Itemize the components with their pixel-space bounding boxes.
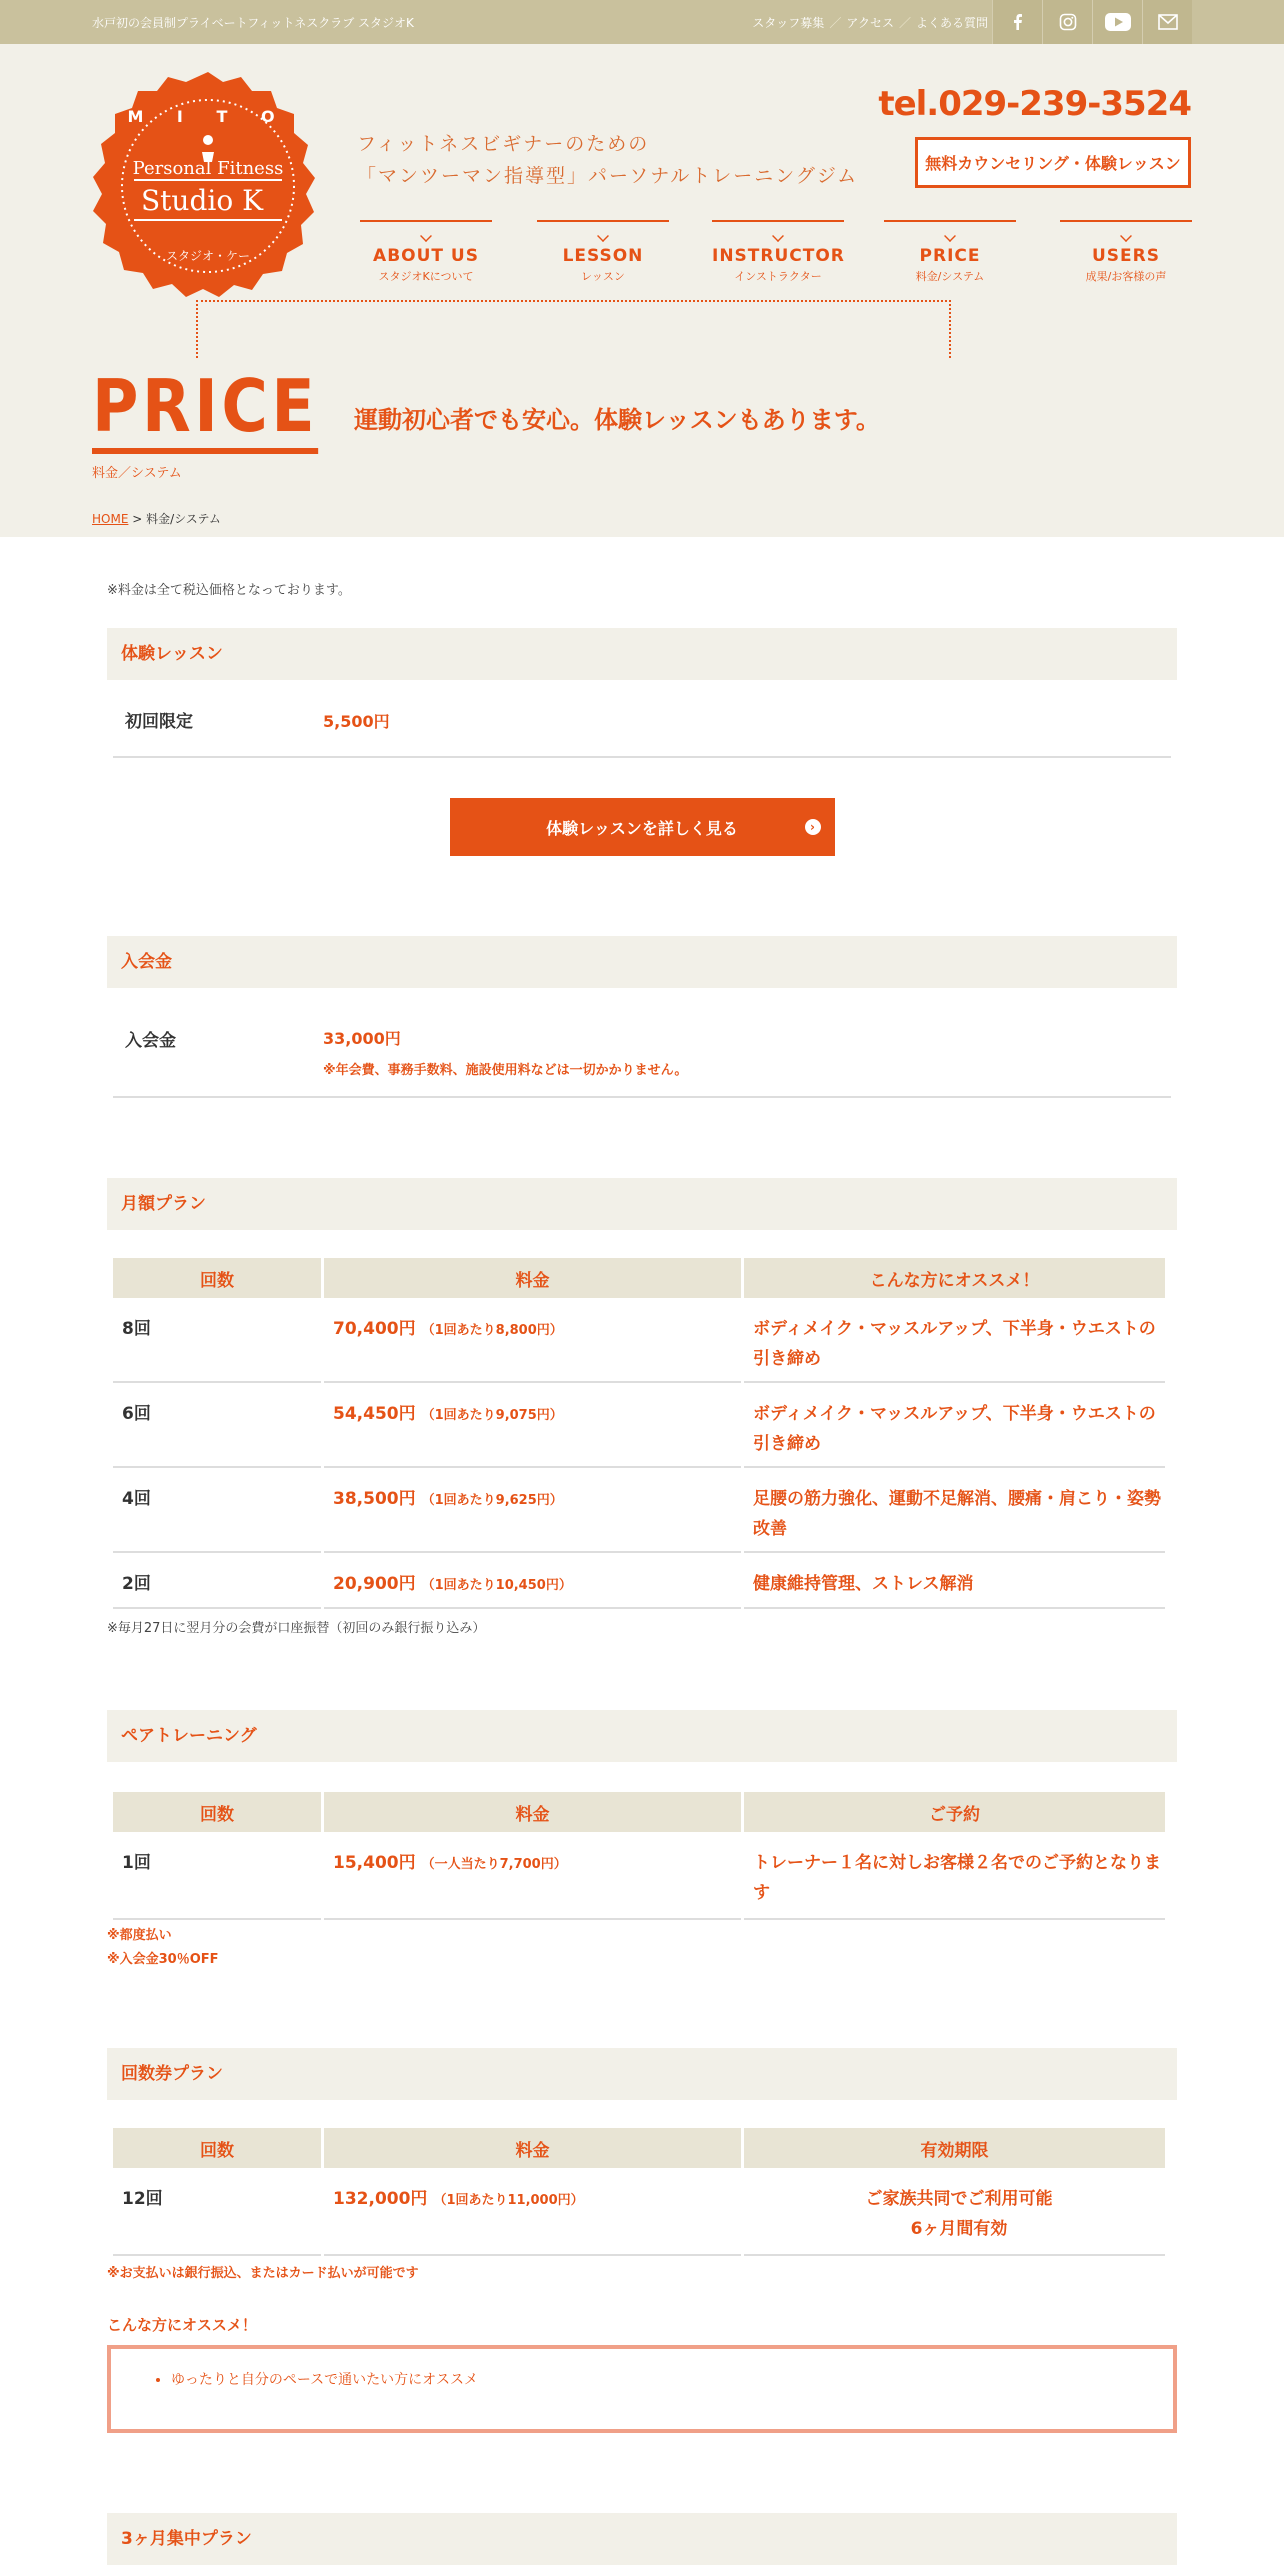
- plan-price-cell: [324, 1298, 741, 1383]
- column-header: 回数: [113, 1792, 321, 1832]
- chevron-down-icon: [420, 230, 432, 242]
- admission-price: 33,000円: [323, 1029, 401, 1048]
- table-row: [113, 2168, 1165, 2256]
- nav-instructor-jp: インストラクター: [734, 270, 822, 283]
- column-header: 料金: [324, 2128, 741, 2168]
- recommend-box: [107, 2345, 1177, 2433]
- plan-price-cell: [324, 1832, 741, 1920]
- trial-detail-button-label: 体験レッスンを詳しく見る: [546, 818, 738, 838]
- page-lead: 運動初心者でも安心。体験レッスンもあります。: [354, 406, 880, 434]
- plan-recommendation: 健康維持管理、ストレス解消: [744, 1553, 1165, 1609]
- table-row: [113, 1468, 1165, 1553]
- breadcrumb-current: 料金/システム: [146, 512, 221, 526]
- top-link-access[interactable]: アクセス: [846, 16, 894, 30]
- plan-count: 1回: [113, 1832, 321, 1920]
- ticket-plan-table: [110, 2128, 1168, 2256]
- plan-price-cell: [324, 2168, 741, 2256]
- plan-price: 20,900円: [333, 1574, 416, 1594]
- plan-reservation: トレーナー１名に対しお客様２名でのご予約となります: [744, 1832, 1165, 1920]
- header-catchcopy: [357, 128, 858, 192]
- breadcrumb-home[interactable]: HOME: [92, 512, 129, 526]
- chevron-down-icon: [772, 230, 784, 242]
- tax-note: ※料金は全て税込価格となっております。: [107, 583, 351, 598]
- catchcopy-line1: フィットネスビギナーのための: [357, 133, 650, 155]
- section-heading-ticket: 回数券プラン: [107, 2048, 1177, 2100]
- column-header: ご予約: [744, 1792, 1165, 1832]
- table-row: [113, 1298, 1165, 1383]
- validity-line2: 6ヶ月間有効: [910, 2219, 1008, 2239]
- plan-price: 132,000円: [333, 2189, 428, 2209]
- plan-price-cell: [324, 1468, 741, 1553]
- catchcopy-line2: 「マンツーマン指導型」パーソナルトレーニングジム: [357, 165, 859, 187]
- nav-price[interactable]: [884, 220, 1016, 284]
- plan-count: 6回: [113, 1383, 321, 1468]
- column-header: 回数: [113, 1258, 321, 1298]
- nav-users-en: USERS: [1092, 246, 1160, 266]
- top-link-recruit[interactable]: スタッフ募集: [752, 16, 825, 30]
- plan-price-cell: [324, 1553, 741, 1609]
- admission-row: [113, 1026, 1171, 1098]
- trial-price: 5,500円: [323, 712, 390, 731]
- main-content: [107, 537, 1177, 2565]
- section-heading-trial: 体験レッスン: [107, 628, 1177, 680]
- youtube-icon[interactable]: [1092, 0, 1142, 44]
- trial-label: 初回限定: [125, 712, 193, 732]
- top-link-faq[interactable]: よくある質問: [915, 16, 988, 30]
- nav-about-us[interactable]: [360, 220, 492, 284]
- plan-per-lesson: （1回あたり11,000円）: [433, 2193, 584, 2208]
- admission-note: ※年会費、事務手数料、施設使用料などは一切かかりません。: [323, 1063, 688, 1078]
- logo-arc: M I T O: [127, 107, 289, 126]
- plan-per-person: （一人当たり7,700円）: [421, 1857, 567, 1872]
- table-row: [113, 1383, 1165, 1468]
- phone-number[interactable]: tel.029-239-3524: [878, 84, 1191, 124]
- plan-validity: [744, 2168, 1165, 2256]
- plan-price: 15,400円: [333, 1853, 416, 1873]
- nav-instructor-en: INSTRUCTOR: [712, 246, 845, 266]
- table-row: [113, 1553, 1165, 1609]
- studio-k-logo[interactable]: [90, 70, 326, 306]
- pair-training-table: [110, 1792, 1168, 1920]
- section-heading-monthly: 月額プラン: [107, 1178, 1177, 1230]
- plan-price: 70,400円: [333, 1319, 416, 1339]
- column-header: 回数: [113, 2128, 321, 2168]
- top-links: スタッフ募集 ／ アクセス ／ よくある質問: [752, 16, 988, 30]
- nav-lesson[interactable]: [537, 220, 669, 284]
- free-counseling-button[interactable]: 無料カウンセリング・体験レッスン: [915, 137, 1191, 188]
- plan-per-lesson: （1回あたり10,450円）: [421, 1578, 572, 1593]
- section-heading-intensive: 3ヶ月集中プラン: [107, 2513, 1177, 2565]
- column-header: 有効期限: [744, 2128, 1165, 2168]
- site-tagline: 水戸初の会員制プライベートフィットネスクラブ スタジオK: [92, 16, 414, 30]
- nav-price-en: PRICE: [919, 246, 981, 266]
- plan-count: 2回: [113, 1553, 321, 1609]
- column-header: 料金: [324, 1792, 741, 1832]
- plan-price: 38,500円: [333, 1489, 416, 1509]
- plan-per-lesson: （1回あたり9,625円）: [421, 1493, 563, 1508]
- section-heading-admission: 入会金: [107, 936, 1177, 988]
- column-header: 料金: [324, 1258, 741, 1298]
- plan-per-lesson: （1回あたり8,800円）: [421, 1323, 563, 1338]
- breadcrumb-sep: >: [128, 512, 147, 526]
- logo-line2: Studio K: [140, 184, 264, 217]
- admission-label: 入会金: [125, 1031, 176, 1051]
- plan-price: 54,450円: [333, 1404, 416, 1424]
- pair-note-payment: ※都度払い: [107, 1928, 172, 1943]
- nav-indicator-line: [196, 300, 951, 358]
- table-row: [113, 1832, 1165, 1920]
- recommend-item: • ゆったりと自分のペースで通いたい方にオススメ: [171, 2369, 1113, 2389]
- plan-recommendation: 足腰の筋力強化、運動不足解消、腰痛・肩こり・姿勢改善: [744, 1468, 1165, 1553]
- trial-button-wrap: [107, 798, 1177, 856]
- page-subtitle: 料金／システム: [92, 466, 182, 481]
- social-links: [992, 0, 1192, 44]
- plan-count: 4回: [113, 1468, 321, 1553]
- nav-about-us-en: ABOUT US: [373, 246, 479, 266]
- logo-line1: Personal Fitness: [132, 158, 284, 179]
- trial-detail-button[interactable]: [450, 798, 835, 856]
- nav-users-jp: 成果/お客様の声: [1085, 270, 1167, 283]
- page-title: PRICE: [92, 366, 318, 454]
- chevron-down-icon: [1120, 230, 1132, 242]
- facebook-icon[interactable]: [992, 0, 1042, 44]
- plan-recommendation: ボディメイク・マッスルアップ、下半身・ウエストの引き締め: [744, 1298, 1165, 1383]
- breadcrumb: [92, 510, 221, 527]
- recommend-heading: こんな方にオススメ！: [107, 2316, 257, 2334]
- chevron-down-icon: [944, 230, 956, 242]
- plan-count: 8回: [113, 1298, 321, 1383]
- monthly-plan-table: [110, 1258, 1168, 1609]
- top-bar: [0, 0, 1284, 44]
- plan-per-lesson: （1回あたり9,075円）: [421, 1408, 563, 1423]
- plan-count: 12回: [113, 2168, 321, 2256]
- column-header: こんな方にオススメ！: [744, 1258, 1165, 1298]
- plan-price-cell: [324, 1383, 741, 1468]
- mail-icon[interactable]: [1142, 0, 1192, 44]
- validity-line1: ご家族共同でご利用可能: [865, 2189, 1053, 2209]
- ticket-payment-note: ※お支払いは銀行振込、またはカード払いが可能です: [107, 2266, 419, 2281]
- chevron-down-icon: [597, 230, 609, 242]
- section-heading-pair: ペアトレーニング: [107, 1710, 1177, 1762]
- nav-about-us-jp: スタジオKについて: [378, 270, 474, 283]
- trial-row: [113, 708, 1171, 758]
- logo-kana: スタジオ・ケー: [165, 249, 251, 263]
- nav-instructor[interactable]: [712, 220, 844, 284]
- monthly-footnote: ※毎月27日に翌月分の会費が口座振替（初回のみ銀行振り込み）: [107, 1621, 486, 1636]
- nav-price-jp: 料金/システム: [915, 270, 985, 283]
- nav-lesson-en: LESSON: [562, 246, 644, 266]
- plan-recommendation: ボディメイク・マッスルアップ、下半身・ウエストの引き締め: [744, 1383, 1165, 1468]
- nav-users[interactable]: [1060, 220, 1192, 284]
- pair-note-discount: ※入会金30％OFF: [107, 1952, 219, 1967]
- chevron-right-icon: ›: [805, 819, 821, 835]
- instagram-icon[interactable]: [1042, 0, 1092, 44]
- nav-lesson-jp: レッスン: [581, 270, 625, 283]
